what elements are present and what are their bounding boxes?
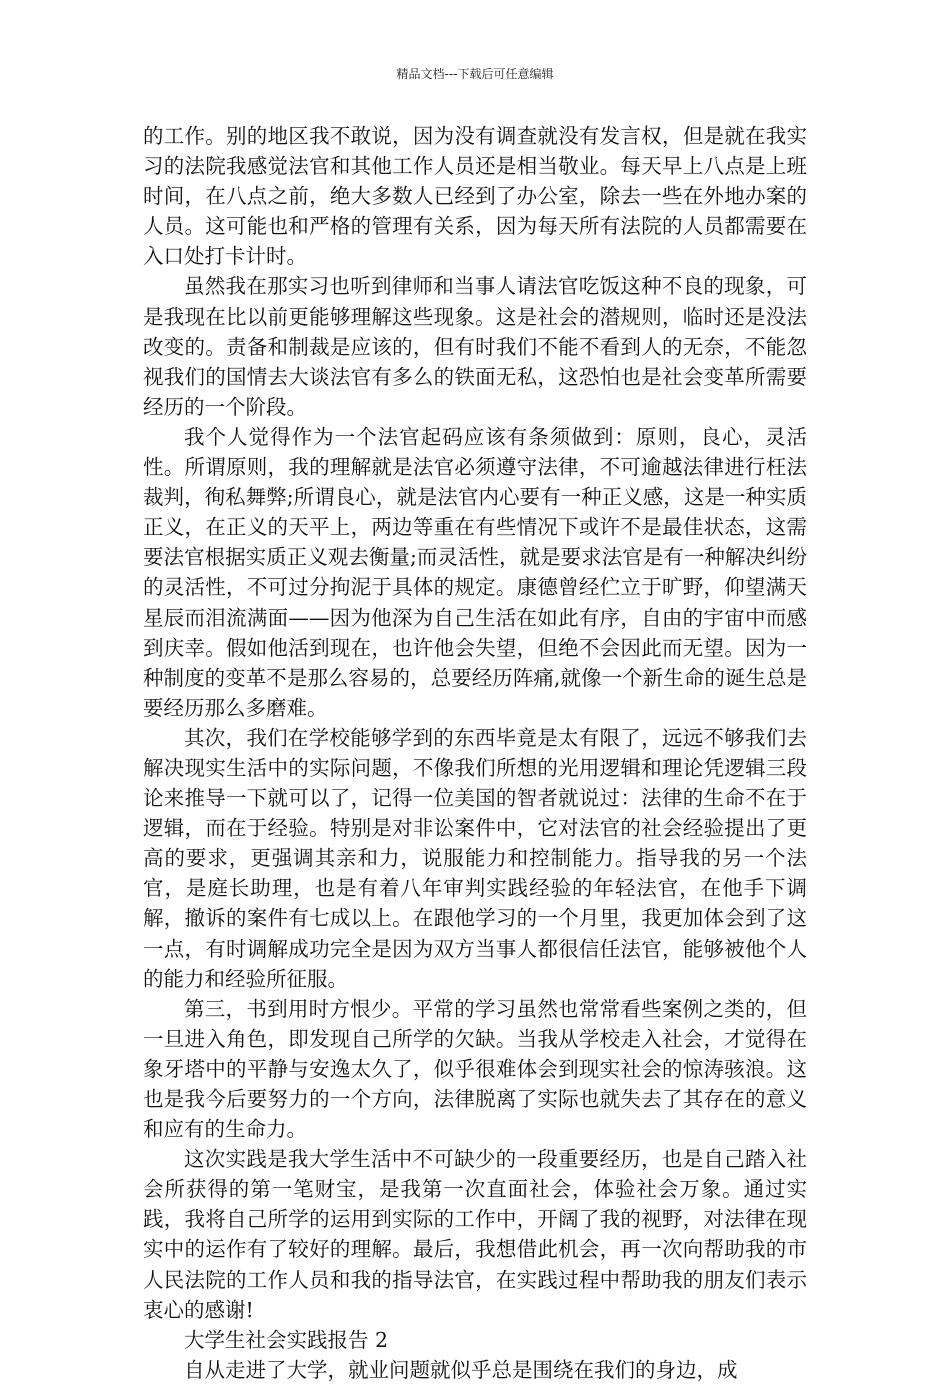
- paragraph-7: 自从走进了大学，就业问题就似乎总是围绕在我们的身边，成: [184, 1357, 738, 1382]
- paragraph-1: 的工作。别的地区我不敢说，因为没有调查就没有发言权，但是就在我实习的法院我感觉法官和其他工作人员还是相当敬业。每天早上八点是上班时间，在八点之前，绝大多数人已经到了办公室，除去一些在外地办案的人员。这可能也和严格的管理有关系，因为每天所有法院的人员都需要在入口处打卡计时。: [143, 124, 807, 269]
- section-title: 大学生社会实践报告 2: [184, 1327, 389, 1352]
- document-body: [143, 121, 807, 1385]
- paragraph-6: 这次实践是我大学生活中不可缺少的一段重要经历，也是自己踏入社会所获得的第一笔财宝，是我第一次直面社会，体验社会万象。通过实践，我将自己所学的运用到实际的工作中，开阔了我的视野，对法律在现实中的运作有了较好的理解。最后，我想借此机会，再一次向帮助我的市人民法院的工作人员和我的指导法官，在实践过程中帮助我的朋友们表示衷心的感谢!: [143, 1147, 807, 1322]
- paragraph-4: 其次，我们在学校能够学到的东西毕竟是太有限了，远远不够我们去解决现实生活中的实际问题，不像我们所想的光用逻辑和理论凭逻辑三段论来推导一下就可以了，记得一位美国的智者就说过：法律的生命不在于逻辑，而在于经验。特别是对非讼案件中，它对法官的社会经验提出了更高的要求，更强调其亲和力，说服能力和控制能力。指导我的另一个法官，是庭长助理，也是有着八年审判实践经验的年轻法官，在他手下调解，撤诉的案件有七成以上。在跟他学习的一个月里，我更加体会到了这一点，有时调解成功完全是因为双方当事人都很信任法官，能够被他个人的能力和经验所征服。: [143, 725, 807, 991]
- paragraph-3: 我个人觉得作为一个法官起码应该有条须做到：原则，良心，灵活性。所谓原则，我的理解就是法官必须遵守法律，不可逾越法律进行枉法裁判，徇私舞弊;所谓良心，就是法官内心要有一种正义感，这是一种实质正义，在正义的天平上，两边等重在有些情况下或许不是最佳状态，这需要法官根据实质正义观去衡量;而灵活性，就是要求法官是有一种解决纠纷的灵活性，不可过分拘泥于具体的规定。康德曾经伫立于旷野，仰望满天星辰而泪流满面——因为他深为自己生活在如此有序，自由的宇宙中而感到庆幸。假如他活到现在，也许他会失望，但绝不会因此而无望。因为一种制度的变革不是那么容易的，总要经历阵痛,就像一个新生命的诞生总是要经历那么多磨难。: [143, 424, 807, 720]
- paragraph-5: 第三，书到用时方恨少。平常的学习虽然也常常看些案例之类的，但一旦进入角色，即发现自己所学的欠缺。当我从学校走入社会，才觉得在象牙塔中的平静与安逸太久了，似乎很难体会到现实社会的惊涛骇浪。这也是我今后要努力的一个方向，法律脱离了实际也就失去了其存在的意义和应有的生命力。: [143, 996, 807, 1142]
- page-header: 精品文档---下载后可任意编辑: [396, 67, 554, 81]
- paragraph-2: 虽然我在那实习也听到律师和当事人请法官吃饭这种不良的现象，可是我现在比以前更能够理解这些现象。这是社会的潜规则，临时还是没法改变的。责备和制裁是应该的，但有时我们不能不看到人的无奈，不能忽视我们的国情去大谈法官有多么的铁面无私，这恐怕也是社会变革所需要经历的一个阶段。: [143, 274, 807, 419]
